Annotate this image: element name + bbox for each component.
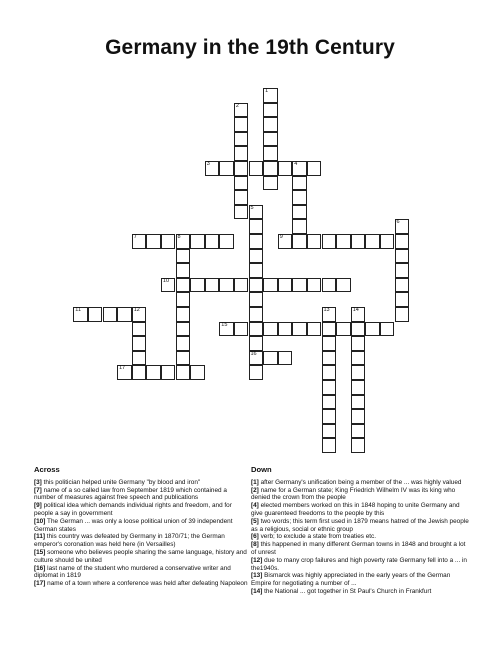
grid-cell[interactable] <box>292 176 307 191</box>
grid-cell[interactable] <box>263 176 278 191</box>
grid-cell[interactable] <box>190 278 205 293</box>
grid-cell[interactable] <box>176 249 191 264</box>
grid-cell[interactable] <box>322 424 337 439</box>
grid-cell[interactable] <box>132 365 147 380</box>
grid-cell[interactable] <box>395 234 410 249</box>
grid-cell[interactable] <box>249 307 264 322</box>
clue-number: 13 <box>323 307 330 313</box>
grid-cell[interactable] <box>219 322 234 337</box>
grid-cell[interactable] <box>351 322 366 337</box>
grid-cell[interactable] <box>292 322 307 337</box>
down-clue: [13] Bismarck was highly appreciated in the early years of the German Empire for negotiating a number of ... <box>251 572 451 588</box>
grid-cell[interactable] <box>234 161 249 176</box>
grid-cell[interactable] <box>322 409 337 424</box>
grid-cell[interactable] <box>263 322 278 337</box>
down-clue: [14] the National ... got together in St Paul's Church in Frankfurt <box>251 587 432 595</box>
clue-number: 12 <box>133 307 140 313</box>
grid-cell[interactable] <box>351 380 366 395</box>
grid-cell[interactable] <box>132 351 147 366</box>
grid-cell[interactable] <box>395 219 410 234</box>
grid-cell[interactable] <box>322 336 337 351</box>
grid-cell[interactable] <box>292 219 307 234</box>
down-clue: [12] due to many crop failures and high poverty rate Germany fell into a ... in the1940s. <box>251 556 467 572</box>
grid-cell[interactable] <box>307 161 322 176</box>
grid-cell[interactable] <box>278 234 293 249</box>
across-clues <box>34 466 250 588</box>
grid-cell[interactable] <box>292 234 307 249</box>
grid-cell[interactable] <box>263 146 278 161</box>
grid-cell[interactable] <box>161 278 176 293</box>
clue-number: 7 <box>133 234 137 240</box>
across-clue: [3] this politician helped unite Germany "by blood and iron" <box>34 478 201 486</box>
clue-number: 17 <box>119 365 126 372</box>
grid-cell[interactable] <box>146 234 161 249</box>
grid-cell[interactable] <box>132 234 147 249</box>
down-clue: [8] this happened in many different German towns in 1848 and brought a lot of unrest <box>251 541 466 556</box>
grid-cell[interactable] <box>278 322 293 337</box>
grid-cell[interactable] <box>249 292 264 307</box>
clue-number: 3 <box>206 161 210 167</box>
down-clue: [6] verb; to exclude a state from treaties etc. <box>251 533 377 541</box>
grid-cell[interactable] <box>351 351 366 366</box>
grid-cell[interactable] <box>336 234 351 249</box>
grid-cell[interactable] <box>234 103 249 118</box>
grid-cell[interactable] <box>234 176 249 191</box>
grid-cell[interactable] <box>117 365 132 380</box>
grid-cell[interactable] <box>249 249 264 264</box>
down-clue: [4] elected members worked on this in 1848 hoping to unite Germany and give guarenteed freedoms to the people by this <box>251 502 460 517</box>
grid-cell[interactable] <box>278 278 293 293</box>
grid-cell[interactable] <box>292 278 307 293</box>
grid-cell[interactable] <box>249 336 264 351</box>
grid-cell[interactable] <box>322 351 337 366</box>
grid-cell[interactable] <box>234 190 249 205</box>
across-clue: [9] political idea which demands individual rights and freedom, and for people a say in government <box>34 502 232 517</box>
grid-cell[interactable] <box>88 307 103 322</box>
grid-cell[interactable] <box>351 365 366 380</box>
clue-number: 1 <box>265 88 269 94</box>
across-clue: [7] name of a so called law from September 1819 which contained a number of measures against free speech and publications <box>34 486 227 502</box>
grid-cell[interactable] <box>322 234 337 249</box>
grid-cell[interactable] <box>263 161 278 176</box>
grid-cell[interactable] <box>292 190 307 205</box>
grid-cell[interactable] <box>205 161 220 176</box>
grid-cell[interactable] <box>351 234 366 249</box>
clue-number: 15 <box>221 321 228 328</box>
grid-cell[interactable] <box>307 322 322 337</box>
grid-cell[interactable] <box>351 395 366 410</box>
clue-number: 11 <box>75 307 82 313</box>
clue-number: 8 <box>177 234 181 240</box>
grid-cell[interactable] <box>292 161 307 176</box>
grid-cell[interactable] <box>234 132 249 147</box>
grid-cell[interactable] <box>219 161 234 176</box>
across-clue: [17] name of a town where a conference was held after defeating Napoleon <box>34 580 248 588</box>
grid-cell[interactable] <box>249 263 264 278</box>
grid-cell[interactable] <box>249 219 264 234</box>
grid-cell[interactable] <box>117 307 132 322</box>
grid-cell[interactable] <box>322 278 337 293</box>
grid-cell[interactable] <box>249 351 264 366</box>
grid-cell[interactable] <box>176 234 191 249</box>
grid-cell[interactable] <box>234 322 249 337</box>
page-title: Germany in the 19th Century <box>105 36 395 59</box>
grid-cell[interactable] <box>234 205 249 220</box>
grid-cell[interactable] <box>336 322 351 337</box>
clue-number: 10 <box>162 277 170 284</box>
grid-cell[interactable] <box>307 278 322 293</box>
grid-cell[interactable] <box>395 292 410 307</box>
grid-cell[interactable] <box>205 234 220 249</box>
grid-cell[interactable] <box>322 365 337 380</box>
grid-cell[interactable] <box>219 234 234 249</box>
across-clue: [16] last name of the student who murdered a conservative writer and diplomat in 1819 <box>34 564 231 580</box>
grid-cell[interactable] <box>395 278 410 293</box>
grid-cell[interactable] <box>336 278 351 293</box>
grid-cell[interactable] <box>322 438 337 453</box>
grid-cell[interactable] <box>234 146 249 161</box>
grid-cell[interactable] <box>292 205 307 220</box>
down-clue: [2] name for a German state; King Friedrich Wilhelm IV was its king who denied the crown from the people <box>251 486 456 502</box>
grid-cell[interactable] <box>176 292 191 307</box>
grid-cell[interactable] <box>351 438 366 453</box>
grid-cell[interactable] <box>205 278 220 293</box>
grid-cell[interactable] <box>234 278 249 293</box>
across-clue: [10] The German ... was only a loose political union of 39 independent German states <box>34 517 233 533</box>
grid-cell[interactable] <box>132 307 147 322</box>
clue-number: 4 <box>294 161 298 167</box>
clue-number: 2 <box>235 102 239 109</box>
grid-cell[interactable] <box>73 307 88 322</box>
grid-cell[interactable] <box>132 336 147 351</box>
grid-cell[interactable] <box>249 234 264 249</box>
grid-cell[interactable] <box>176 322 191 337</box>
grid-cell[interactable] <box>249 365 264 380</box>
grid-cell[interactable] <box>234 117 249 132</box>
grid-cell[interactable] <box>395 307 410 322</box>
grid-cell[interactable] <box>365 322 380 337</box>
grid-cell[interactable] <box>380 322 395 337</box>
grid-cell[interactable] <box>249 205 264 220</box>
grid-cell[interactable] <box>395 263 410 278</box>
grid-cell[interactable] <box>263 132 278 147</box>
grid-cell[interactable] <box>351 336 366 351</box>
grid-cell[interactable] <box>322 380 337 395</box>
grid-cell[interactable] <box>263 351 278 366</box>
down-clue: [1] after Germany's unification being a member of the ... was highly valued <box>251 478 462 486</box>
across-heading: Across <box>34 465 60 474</box>
grid-cell[interactable] <box>176 307 191 322</box>
grid-cell[interactable] <box>322 322 337 337</box>
down-clues <box>251 466 469 596</box>
grid-cell[interactable] <box>249 322 264 337</box>
down-heading: Down <box>251 465 272 474</box>
grid-cell[interactable] <box>322 395 337 410</box>
grid-cell[interactable] <box>176 278 191 293</box>
grid-cell[interactable] <box>351 424 366 439</box>
clue-number: 14 <box>352 307 359 313</box>
grid-cell[interactable] <box>103 307 118 322</box>
grid-cell[interactable] <box>263 103 278 118</box>
grid-cell[interactable] <box>132 322 147 337</box>
grid-cell[interactable] <box>176 263 191 278</box>
grid-cell[interactable] <box>161 365 176 380</box>
clue-number: 5 <box>250 204 254 211</box>
grid-cell[interactable] <box>351 307 366 322</box>
grid-cell[interactable] <box>146 365 161 380</box>
grid-cell[interactable] <box>176 365 191 380</box>
grid-cell[interactable] <box>176 336 191 351</box>
grid-cell[interactable] <box>351 409 366 424</box>
grid-cell[interactable] <box>278 351 293 366</box>
grid-cell[interactable] <box>395 249 410 264</box>
grid-cell[interactable] <box>249 278 264 293</box>
grid-cell[interactable] <box>322 307 337 322</box>
down-clue: [5] two words; this term first used in 1879 means hatred of the Jewish people as a religious, social or ethnic group <box>251 517 469 533</box>
grid-cell[interactable] <box>249 161 264 176</box>
grid-cell[interactable] <box>219 278 234 293</box>
grid-cell[interactable] <box>190 365 205 380</box>
grid-cell[interactable] <box>176 351 191 366</box>
grid-cell[interactable] <box>263 278 278 293</box>
grid-cell[interactable] <box>263 88 278 103</box>
grid-cell[interactable] <box>278 161 293 176</box>
grid-cell[interactable] <box>307 234 322 249</box>
across-clue: [11] this country was defeated by Germany in 1870/71; the German emperor's coronation was held here (in Versailles) <box>34 533 225 549</box>
clue-number: 16 <box>250 350 257 357</box>
clue-number: 6 <box>396 219 400 226</box>
across-clue: [15] someone who believes people sharing the same language, history and culture should be united <box>34 548 247 564</box>
grid-cell[interactable] <box>380 234 395 249</box>
grid-cell[interactable] <box>190 234 205 249</box>
grid-cell[interactable] <box>161 234 176 249</box>
grid-cell[interactable] <box>263 117 278 132</box>
clue-number: 9 <box>279 234 283 240</box>
grid-cell[interactable] <box>365 234 380 249</box>
